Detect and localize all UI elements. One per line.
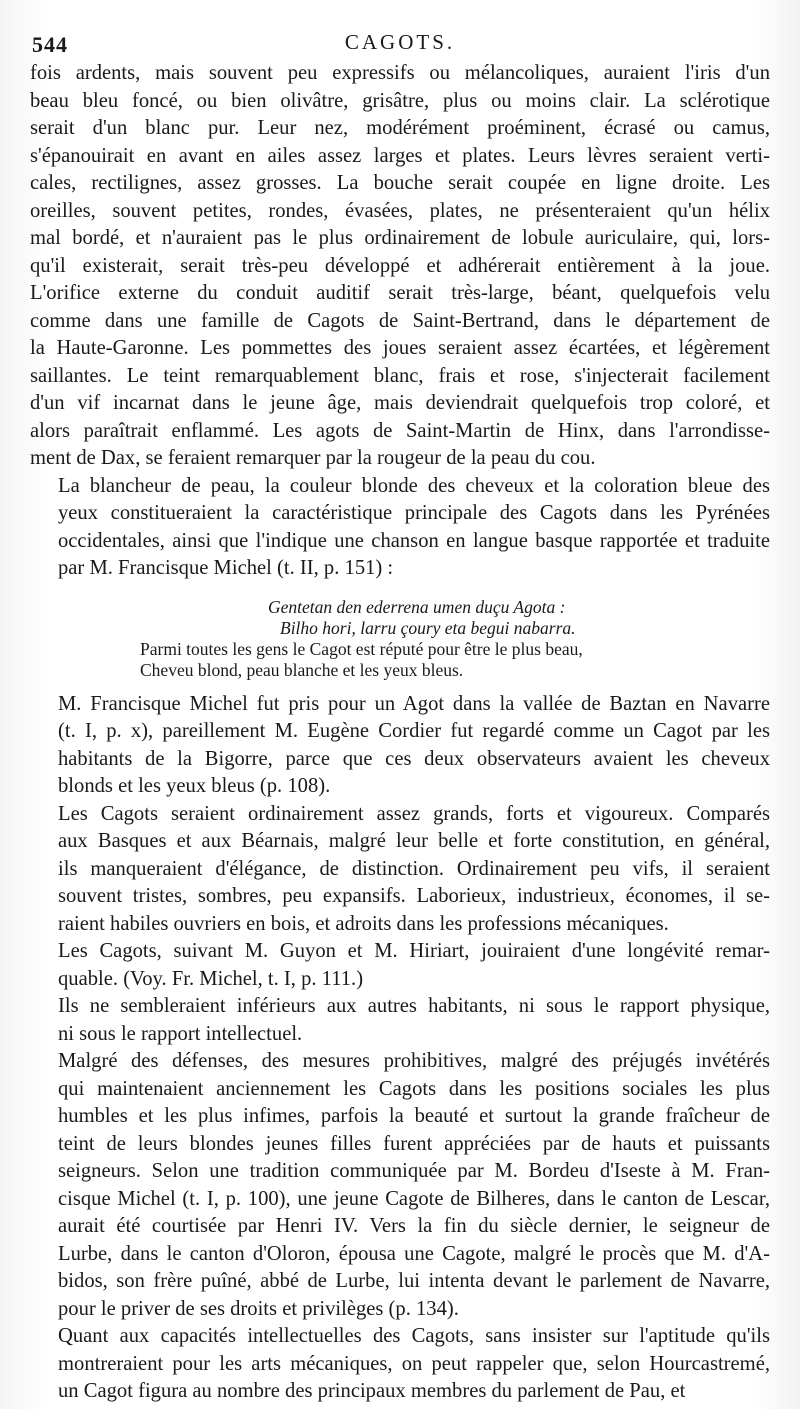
text-line: la Haute-Garonne. Les pommettes des joues seraient assez écartées, et légèrement	[30, 337, 770, 359]
text-line: beau bleu foncé, ou bien olivâtre, grisâtre, plus ou moins clair. La sclérotique	[30, 89, 770, 112]
text-line: un Cagot figura au nombre des principaux membres du parlement de Pau, et	[58, 1380, 686, 1402]
text-line: Ils ne sembleraient inférieurs aux autres habitants, ni sous le rapport physique,	[58, 995, 770, 1017]
paragraph	[30, 691, 770, 801]
text-line: saillantes. Le teint remarquablement blanc, frais et rose, s'injecterait facilement	[30, 364, 770, 387]
text-before-verse	[30, 60, 770, 583]
text-line: Lurbe, dans le canton d'Oloron, épousa une Cagote, malgré le procès que M. d'A-	[58, 1242, 770, 1265]
verse-french-line: Parmi toutes les gens le Cagot est réputé pour être le plus beau,	[140, 638, 583, 659]
text-line: yeux constitueraient la caractéristique principale des Cagots dans les Pyrénées	[58, 502, 770, 524]
text-line: bidos, son frère puîné, abbé de Lurbe, lui intenta devant le parlement de Navarre,	[58, 1270, 770, 1292]
verse-french-line: Cheveu blond, peau blanche et les yeux bleus.	[140, 659, 464, 680]
page-header	[30, 26, 770, 60]
text-line: aux Basques et aux Béarnais, malgré leur belle et forte constitution, en général,	[58, 830, 770, 852]
text-line: comme dans une famille de Cagots de Saint-Bertrand, dans le département de	[30, 309, 770, 332]
body-text	[30, 60, 770, 1406]
verse-basque-line: Bilho hori, larru çoury eta begui nabarra.	[280, 617, 576, 638]
text-line: aurait été courtisée par Henri IV. Vers la fin du siècle dernier, le seigneur de	[58, 1215, 770, 1237]
text-line: blonds et les yeux bleus (p. 108).	[58, 775, 331, 797]
text-line: seigneurs. Selon une tradition communiquée par M. Bordeu d'Iseste à M. Fran-	[58, 1160, 770, 1182]
text-line: qui maintenaient anciennement les Cagots dans les positions sociales les plus	[58, 1077, 770, 1100]
basque-song-quote	[30, 597, 770, 681]
paragraph	[30, 60, 770, 473]
text-line: (t. I, p. x), pareillement M. Eugène Cordier fut regardé comme un Cagot par les	[58, 720, 770, 742]
text-line: mal bordé, et n'auraient pas le plus ordinairement de lobule auriculaire, qui, lors-	[30, 227, 770, 249]
text-line: habitants de la Bigorre, parce que ces deux observateurs avaient les cheveux	[58, 747, 770, 770]
text-line: teint de leurs blondes jeunes filles furent appréciées par de hauts et puissants	[58, 1132, 770, 1155]
paragraph	[30, 938, 770, 993]
text-line: L'orifice externe du conduit auditif serait très-large, béant, quelquefois velu	[30, 282, 770, 304]
text-line: ni sous le rapport intellectuel.	[58, 1022, 303, 1045]
text-line: pour le priver de ses droits et privilèges (p. 134).	[58, 1297, 459, 1320]
text-line: cisque Michel (t. I, p. 100), une jeune Cagote de Bilheres, dans le canton de Lescar,	[58, 1187, 770, 1210]
text-line: d'un vif incarnat dans le jeune âge, mais deviendrait quelquefois trop coloré, et	[30, 392, 770, 414]
text-line: Les Cagots seraient ordinairement assez grands, forts et vigoureux. Comparés	[58, 802, 770, 825]
text-line: occidentales, ainsi que l'indique une chanson en langue basque rapportée et traduite	[58, 529, 770, 552]
text-line: ils manqueraient d'élégance, de distinction. Ordinairement peu vifs, il seraient	[58, 857, 770, 880]
paragraph	[30, 1048, 770, 1323]
text-line: Malgré des défenses, des mesures prohibitives, malgré des préjugés invétérés	[58, 1050, 770, 1072]
text-line: s'épanouirait en avant en ailes assez larges et plates. Leurs lèvres seraient verti-	[30, 144, 770, 167]
text-line: ment de Dax, se feraient remarquer par la rougeur de la peau du cou.	[30, 447, 596, 469]
text-line: par M. Francisque Michel (t. II, p. 151) :	[58, 557, 394, 579]
text-line: fois ardents, mais souvent peu expressifs ou mélancoliques, auraient l'iris d'un	[30, 62, 770, 84]
paragraph	[30, 993, 770, 1048]
text-line: La blancheur de peau, la couleur blonde des cheveux et la coloration bleue des	[58, 474, 770, 497]
text-line: montreraient pour les arts mécaniques, on peut rappeler que, selon Hourcastremé,	[58, 1352, 770, 1375]
text-line: humbles et les plus infimes, parfois la beauté et surtout la grande fraîcheur de	[58, 1105, 770, 1127]
text-line: qu'il existerait, serait très-peu développé et adhérerait entièrement à la joue.	[30, 254, 770, 277]
text-line: serait d'un blanc pur. Leur nez, modérément proéminent, écrasé ou camus,	[30, 117, 770, 139]
page-number: 544	[32, 32, 68, 57]
text-line: souvent tristes, sombres, peu expansifs. Laborieux, industrieux, économes, il se-	[58, 885, 770, 907]
text-line: oreilles, souvent petites, rondes, évasées, plates, ne présenteraient qu'un hélix	[30, 199, 770, 222]
verse-basque-line: Gentetan den ederrena umen duçu Agota :	[268, 596, 566, 617]
paragraph	[30, 473, 770, 583]
text-after-verse	[30, 691, 770, 1406]
running-head: CAGOTS.	[344, 30, 456, 54]
paragraph	[30, 801, 770, 939]
text-line: quable. (Voy. Fr. Michel, t. I, p. 111.)	[58, 967, 364, 990]
paragraph	[30, 1323, 770, 1406]
text-line: alors paraîtrait enflammé. Les agots de Saint-Martin de Hinx, dans l'arrondisse-	[30, 419, 770, 442]
text-line: M. Francisque Michel fut pris pour un Agot dans la vallée de Baztan en Navarre	[58, 692, 770, 715]
text-line: Les Cagots, suivant M. Guyon et M. Hiriart, jouiraient d'une longévité remar-	[58, 940, 770, 962]
text-line: raient habiles ouvriers en bois, et adroits dans les professions mécaniques.	[58, 912, 669, 935]
text-line: Quant aux capacités intellectuelles des Cagots, sans insister sur l'aptitude qu'ils	[58, 1325, 770, 1347]
text-line: cales, rectilignes, assez grosses. La bouche serait coupée en ligne droite. Les	[30, 172, 770, 194]
